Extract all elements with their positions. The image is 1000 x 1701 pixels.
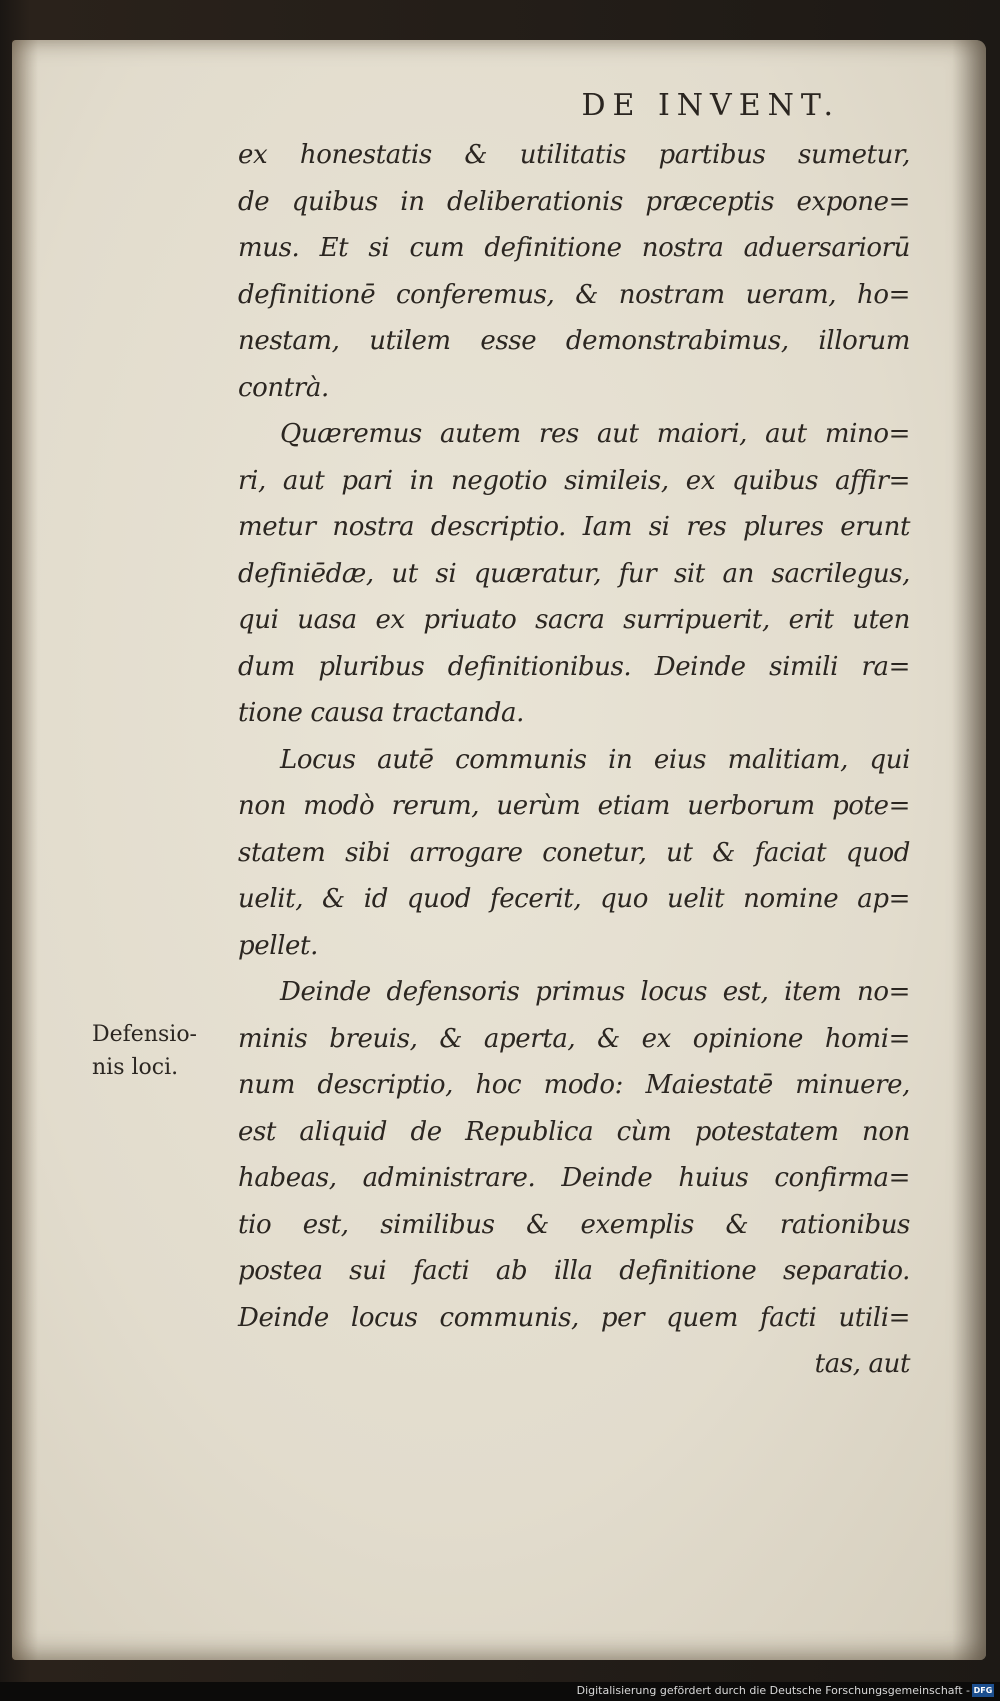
text-line: Deinde locus communis, per quem facti utili= <box>238 1302 910 1333</box>
text-line: metur nostra descriptio. Iam si res plures erunt <box>238 512 910 542</box>
text-line: qui uasa ex priuato sacra surripuerit, erit uten <box>238 605 910 635</box>
text-line: non modò rerum, uerùm etiam uerborum pote= <box>238 791 910 821</box>
paragraph-start: Quæremus autem res aut maiori, aut mino= <box>280 419 910 449</box>
catchword: tas, aut <box>814 1349 910 1379</box>
text-line: ri, aut pari in negotio simileis, ex quibus affir= <box>238 465 910 496</box>
text-line: statem sibi arrogare conetur, ut & faciat quod <box>238 837 910 868</box>
paragraph-start: Locus autē communis in eius malitiam, qui <box>280 744 910 775</box>
text-line: contrà. <box>238 372 329 403</box>
text-line: definitionē conferemus, & nostram ueram, ho= <box>238 279 910 310</box>
text-line: dum pluribus definitionibus. Deinde simili ra= <box>238 651 910 682</box>
body-text <box>238 132 910 1388</box>
dfg-logo-icon: DFG <box>973 1686 993 1695</box>
marginal-note <box>92 1018 242 1084</box>
text-line: minis breuis, & aperta, & ex opinione homi= <box>238 1023 910 1054</box>
text-line: de quibus in deliberationis præceptis expone= <box>238 186 910 217</box>
text-line: definiēdæ, ut si quæratur, fur sit an sacrilegus, <box>238 558 910 589</box>
paragraph-start: Deinde defensoris primus locus est, item no= <box>280 977 910 1007</box>
text-line: nestam, utilem esse demonstrabimus, illorum <box>238 326 910 356</box>
marginal-note-line: Defensio- <box>92 1022 197 1047</box>
text-line: est aliquid de Republica cùm potestatem non <box>238 1116 910 1147</box>
text-line: postea sui facti ab illa definitione separatio. <box>238 1256 910 1286</box>
text-line: tione causa tractanda. <box>238 698 524 728</box>
footer-credit: Digitalisierung gefördert durch die Deutsche Forschungsgemeinschaft - <box>576 1684 970 1697</box>
running-head: DE INVENT. <box>581 88 840 123</box>
text-line: num descriptio, hoc modo: Maiestatē minuere, <box>238 1070 910 1100</box>
text-line: uelit, & id quod fecerit, quo uelit nomine ap= <box>238 884 910 914</box>
marginal-note-line: nis loci. <box>92 1055 179 1080</box>
text-line: habeas, administrare. Deinde huius confirma= <box>238 1163 910 1193</box>
text-line: mus. Et si cum definitione nostra aduersariorū <box>238 233 910 263</box>
text-line: ex honestatis & utilitatis partibus sumetur, <box>238 140 910 170</box>
page-left-edge-shadow <box>12 40 38 1660</box>
page-spine-shadow <box>952 40 986 1660</box>
text-line: pellet. <box>238 930 318 961</box>
text-line: tio est, similibus & exemplis & rationibus <box>238 1209 910 1240</box>
